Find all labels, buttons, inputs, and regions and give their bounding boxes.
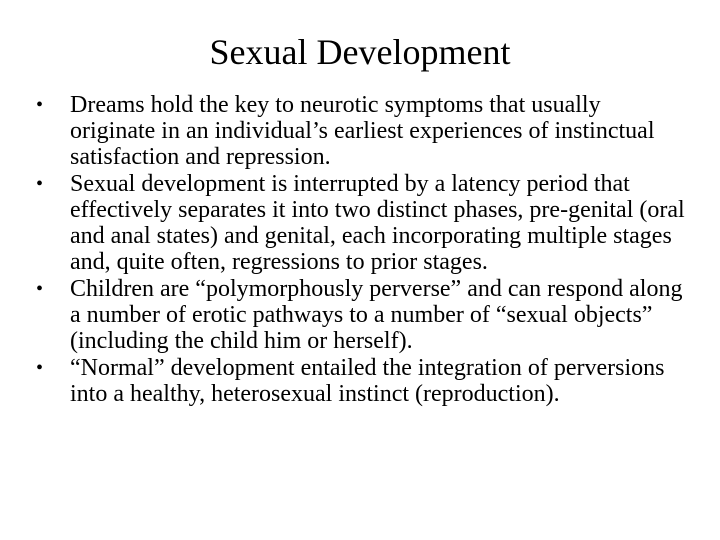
bullet-text: Sexual development is interrupted by a latency period that effectively separates it into two distinct phases, pre-genital (oral and anal states) and genital, each incorporating multiple stages and, quite often, regressions to prior stages. [70, 171, 685, 275]
bullet-icon: • [36, 94, 44, 116]
slide-title: Sexual Development [209, 32, 511, 72]
bullet-text: Dreams hold the key to neurotic symptoms that usually originate in an individual’s earliest experiences of instinctual satisfaction and repression. [70, 92, 655, 170]
bullet-item [36, 92, 686, 170]
bullet-list [36, 92, 686, 408]
bullet-icon: • [36, 278, 44, 300]
bullet-item [36, 276, 686, 354]
bullet-item [36, 171, 686, 275]
bullet-text: “Normal” development entailed the integration of perversions into a healthy, heterosexual instinct (reproduction). [70, 355, 665, 407]
bullet-icon: • [36, 357, 44, 379]
bullet-icon: • [36, 173, 44, 195]
bullet-item [36, 355, 686, 407]
bullet-text: Children are “polymorphously perverse” and can respond along a number of erotic pathways to a number of “sexual objects” (including the child him or herself). [70, 276, 683, 354]
